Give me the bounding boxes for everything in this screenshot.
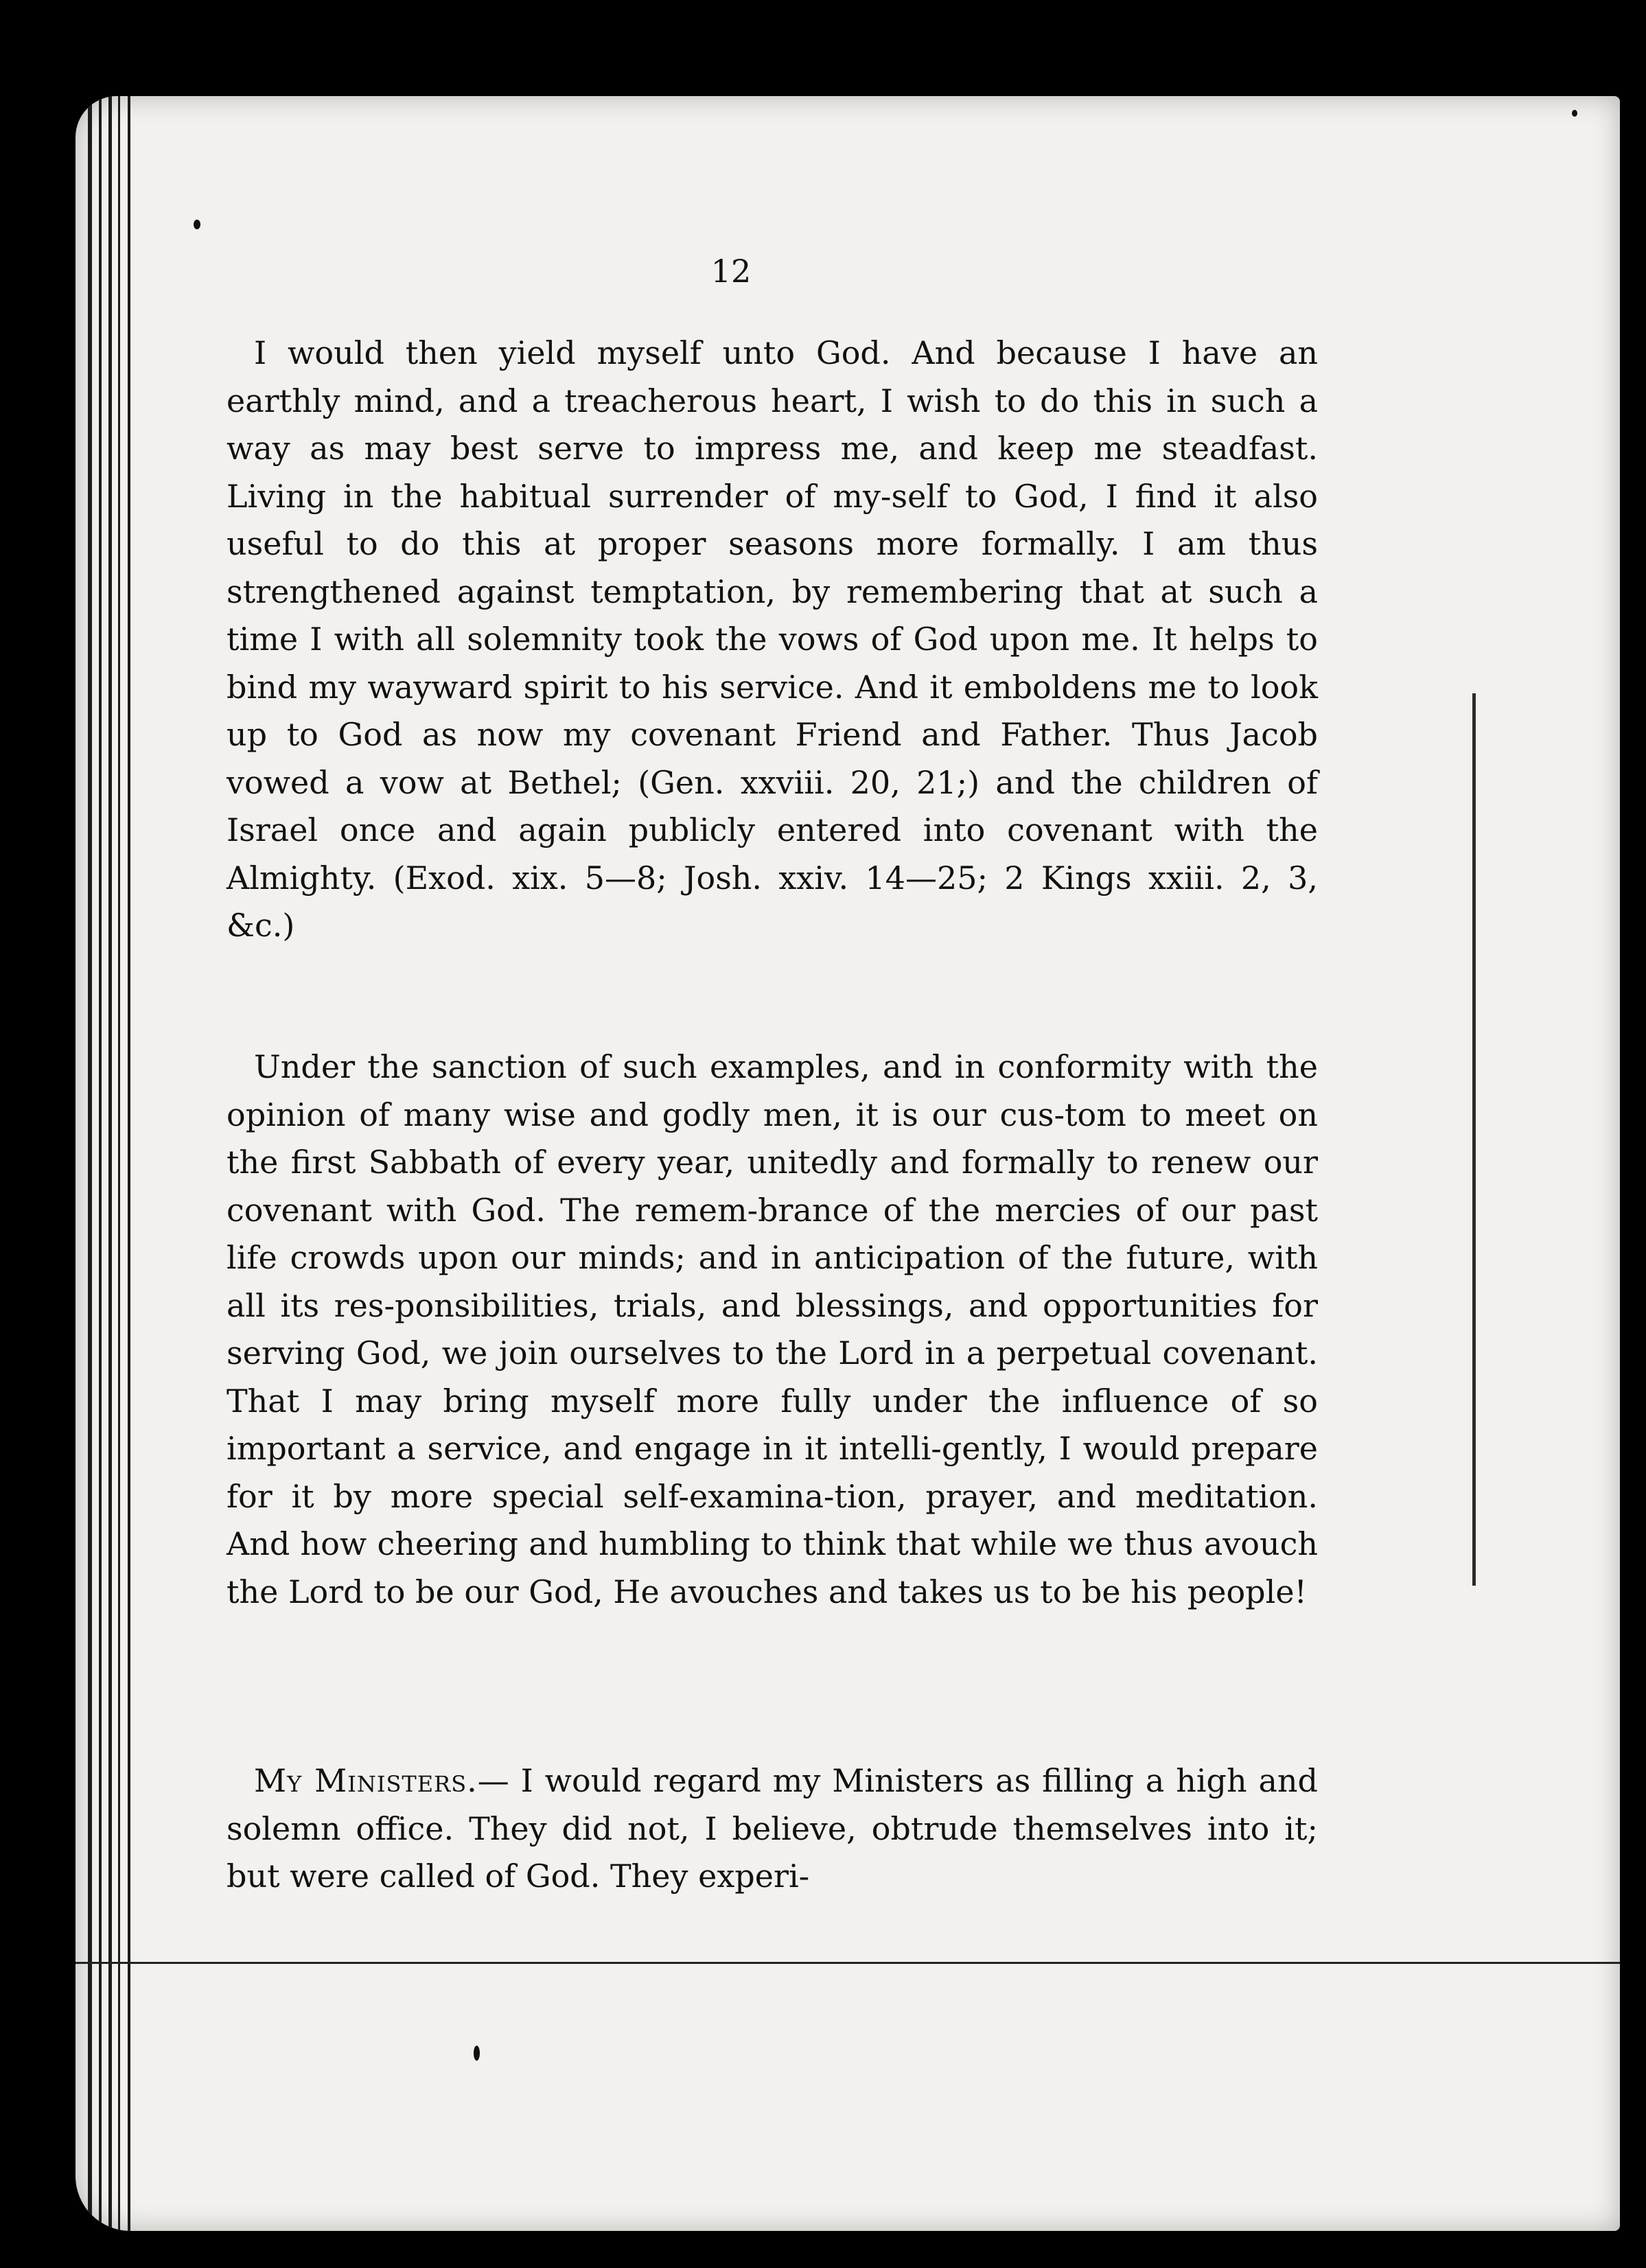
ink-speck bbox=[474, 2046, 480, 2061]
paragraph: Under the sanction of such examples, and in conformity with the opinion of many wise and godly men, it is our cus-tom to meet on the first Sabbath of every year, unitedly and formally to renew our covenant with God. The remem-brance of the mercies of our past life crowds upon our minds; and in anticipation of the future, with all its res-ponsibilities, trials, and blessings, and opportunities for serving God, we join ourselves to the Lord in a perpetual covenant. That I may bring myself more fully under the influence of so important a service, and engage in it intelli-gently, I would prepare for it by more special self-examina-tion, prayer, and meditation. And how cheering and humbling to think that while we thus avouch the Lord to be our God, He avouches and takes us to be his people! bbox=[227, 1048, 1318, 1610]
right-margin-rule bbox=[1472, 693, 1476, 1586]
page-number: 12 bbox=[710, 253, 752, 290]
page-edge bbox=[118, 96, 120, 2231]
page-edge bbox=[108, 96, 112, 2231]
section-body: — I would regard my Ministers as filling a high and solemn office. They did not, I believe, obtrude themselves into it; but were called of God. They experi- bbox=[227, 1762, 1318, 1895]
page-edge bbox=[88, 96, 92, 2231]
ink-speck bbox=[1572, 110, 1577, 117]
ink-speck bbox=[194, 220, 200, 229]
paragraph bbox=[227, 1757, 1318, 1901]
section-heading: My Ministers. bbox=[254, 1762, 478, 1799]
paragraph: I would then yield myself unto God. And because I have an earthly mind, and a treacherous heart, I wish to do this in such a way as may best serve to impress me, and keep me steadfast. Living in the habitual surrender of my-self to God, I find it also useful to do this at proper seasons more formally. I am thus strengthened against temptation, by remembering that at such a time I with all solemnity took the vows of God upon me. It helps to bind my wayward spirit to his service. And it emboldens me to look up to God as now my covenant Friend and Father. Thus Jacob vowed a vow at Bethel; (Gen. xxviii. 20, 21;) and the children of Israel once and again publicly entered into covenant with the Almighty. (Exod. xix. 5—8; Josh. xxiv. 14—25; 2 Kings xxiii. 2, 3, &c.) bbox=[227, 334, 1318, 944]
page-edge bbox=[128, 96, 130, 2231]
page-edge bbox=[99, 96, 102, 2231]
bottom-rule bbox=[76, 1962, 1620, 1964]
